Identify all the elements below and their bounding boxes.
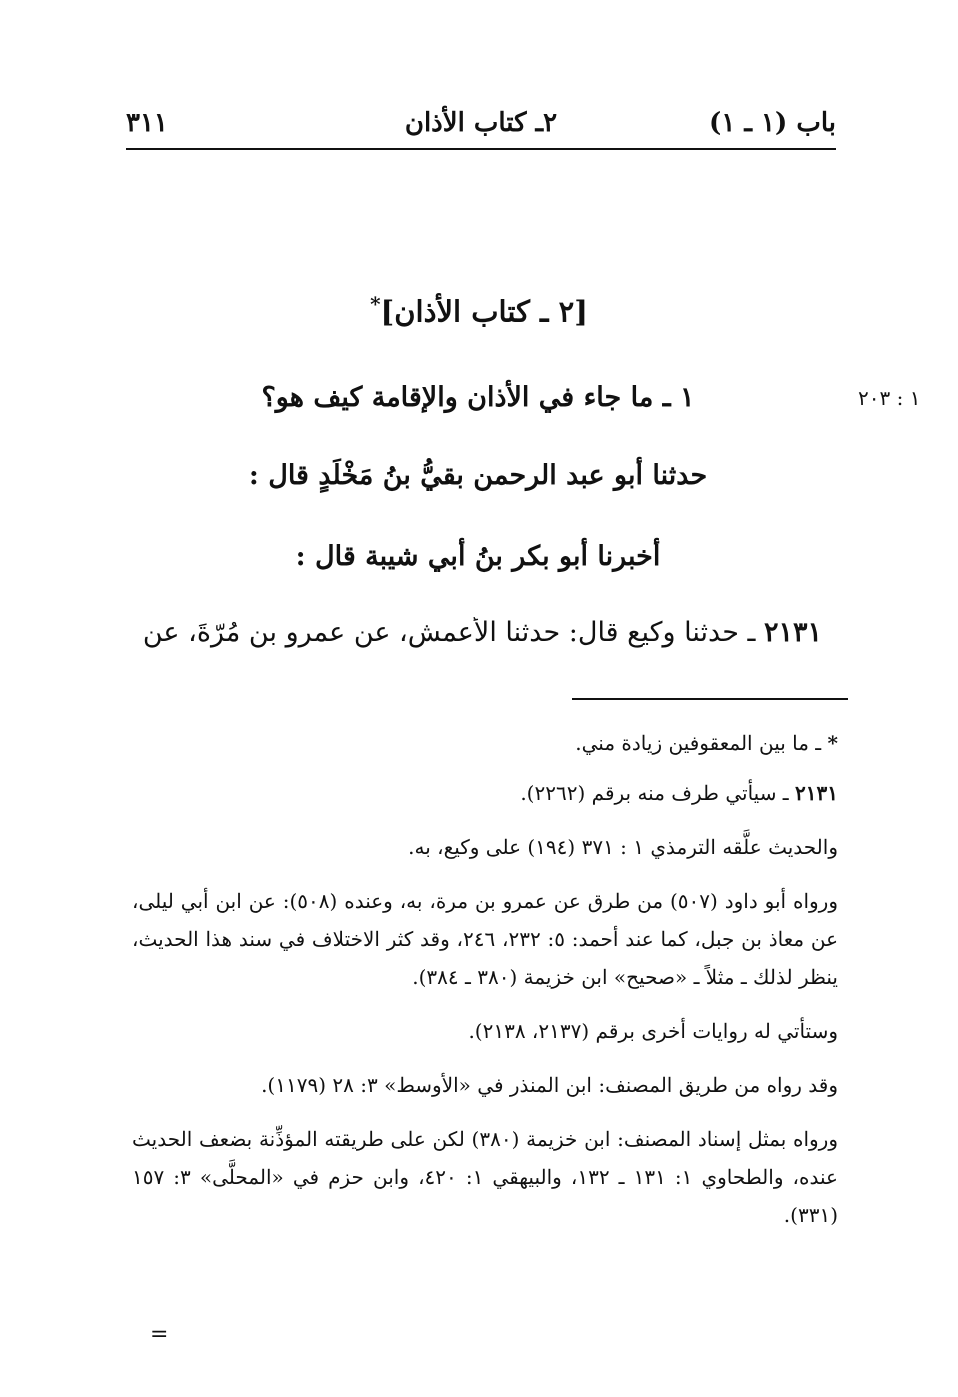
- header-book-title: ٢ـ كتاب الأذان: [404, 108, 558, 138]
- hadith-text: [130, 617, 822, 648]
- isnad-line-2: أخبرنا أبو بكر بنُ أبي شيبة قال :: [295, 541, 661, 572]
- book-heading-text: [٢ ـ كتاب الأذان]: [380, 294, 588, 329]
- footnote-asterisk-note: [132, 724, 838, 762]
- footnote-paragraph-6: ورواه بمثل إسناد المصنف: ابن خزيمة (٣٨٠) لكن على طريقته المؤذِّنة بضعف الحديث عنده، والطحاوي ١: ١٣١ ـ ١٣٢، والبيهقي ١: ٤٢٠، وابن حزم في «المحلَّى» ٣: ١٥٧ (٣٣١).: [132, 1127, 838, 1227]
- hadith-body: ـ حدثنا وكيع قال: حدثنا الأعمش، عن عمرو بن مُرّةَ، عن: [142, 617, 764, 648]
- hadith-number: ٢١٣١: [763, 617, 822, 648]
- footnote-2131: [132, 774, 838, 812]
- footnote-separator: [572, 698, 848, 700]
- asterisk-marker: *: [827, 731, 838, 755]
- footnote-paragraph-2: والحديث علَّقه الترمذي ١ : ٣٧١ (١٩٤) على وكيع، به.: [408, 835, 838, 859]
- footnote-paragraph-3: ورواه أبو داود (٥٠٧) من طرق عن عمرو بن مرة، به، وعنده (٥٠٨): عن ابن أبي ليلى، عن معاذ بن جبل، كما عند أحمد: ٥: ٢٣٢، ٢٤٦، وقد كثر الاختلاف في سند هذا الحديث، ينظر لذلك ـ مثلاً ـ «صحيح» ابن خزيمة (٣٨٠ ـ ٣٨٤).: [132, 889, 839, 989]
- running-header: [126, 104, 836, 150]
- footnote-paragraph-5: وقد رواه من طريق المصنف: ابن المنذر في «الأوسط» ٣: ٢٨ (١١٧٩).: [261, 1073, 838, 1097]
- margin-reference: ١ : ٢٠٣: [858, 386, 921, 410]
- isnad-line-1: حدثنا أبو عبد الرحمن بقيُّ بنُ مَخْلَدٍ قال :: [248, 460, 708, 491]
- page-number: ٣١١: [126, 108, 168, 138]
- footnote-number: ٢١٣١: [795, 781, 838, 805]
- continuation-mark: =: [150, 1322, 169, 1347]
- footnote-asterisk: *: [370, 292, 381, 316]
- asterisk-note-text: ـ ما بين المعقوفين زيادة مني.: [575, 731, 828, 755]
- footnote-text: ـ سيأتي طرف منه برقم (٢٢٦٢).: [520, 781, 796, 805]
- chapter-heading: ١ ـ ما جاء في الأذان والإقامة كيف هو؟: [261, 382, 695, 413]
- book-heading: [0, 292, 958, 329]
- header-chapter-ref: باب (١ ـ ١): [709, 108, 836, 138]
- footnotes: [132, 724, 838, 1250]
- footnote-paragraph-4: وستأتي له روايات أخرى برقم (٢١٣٧، ٢١٣٨).: [468, 1019, 838, 1043]
